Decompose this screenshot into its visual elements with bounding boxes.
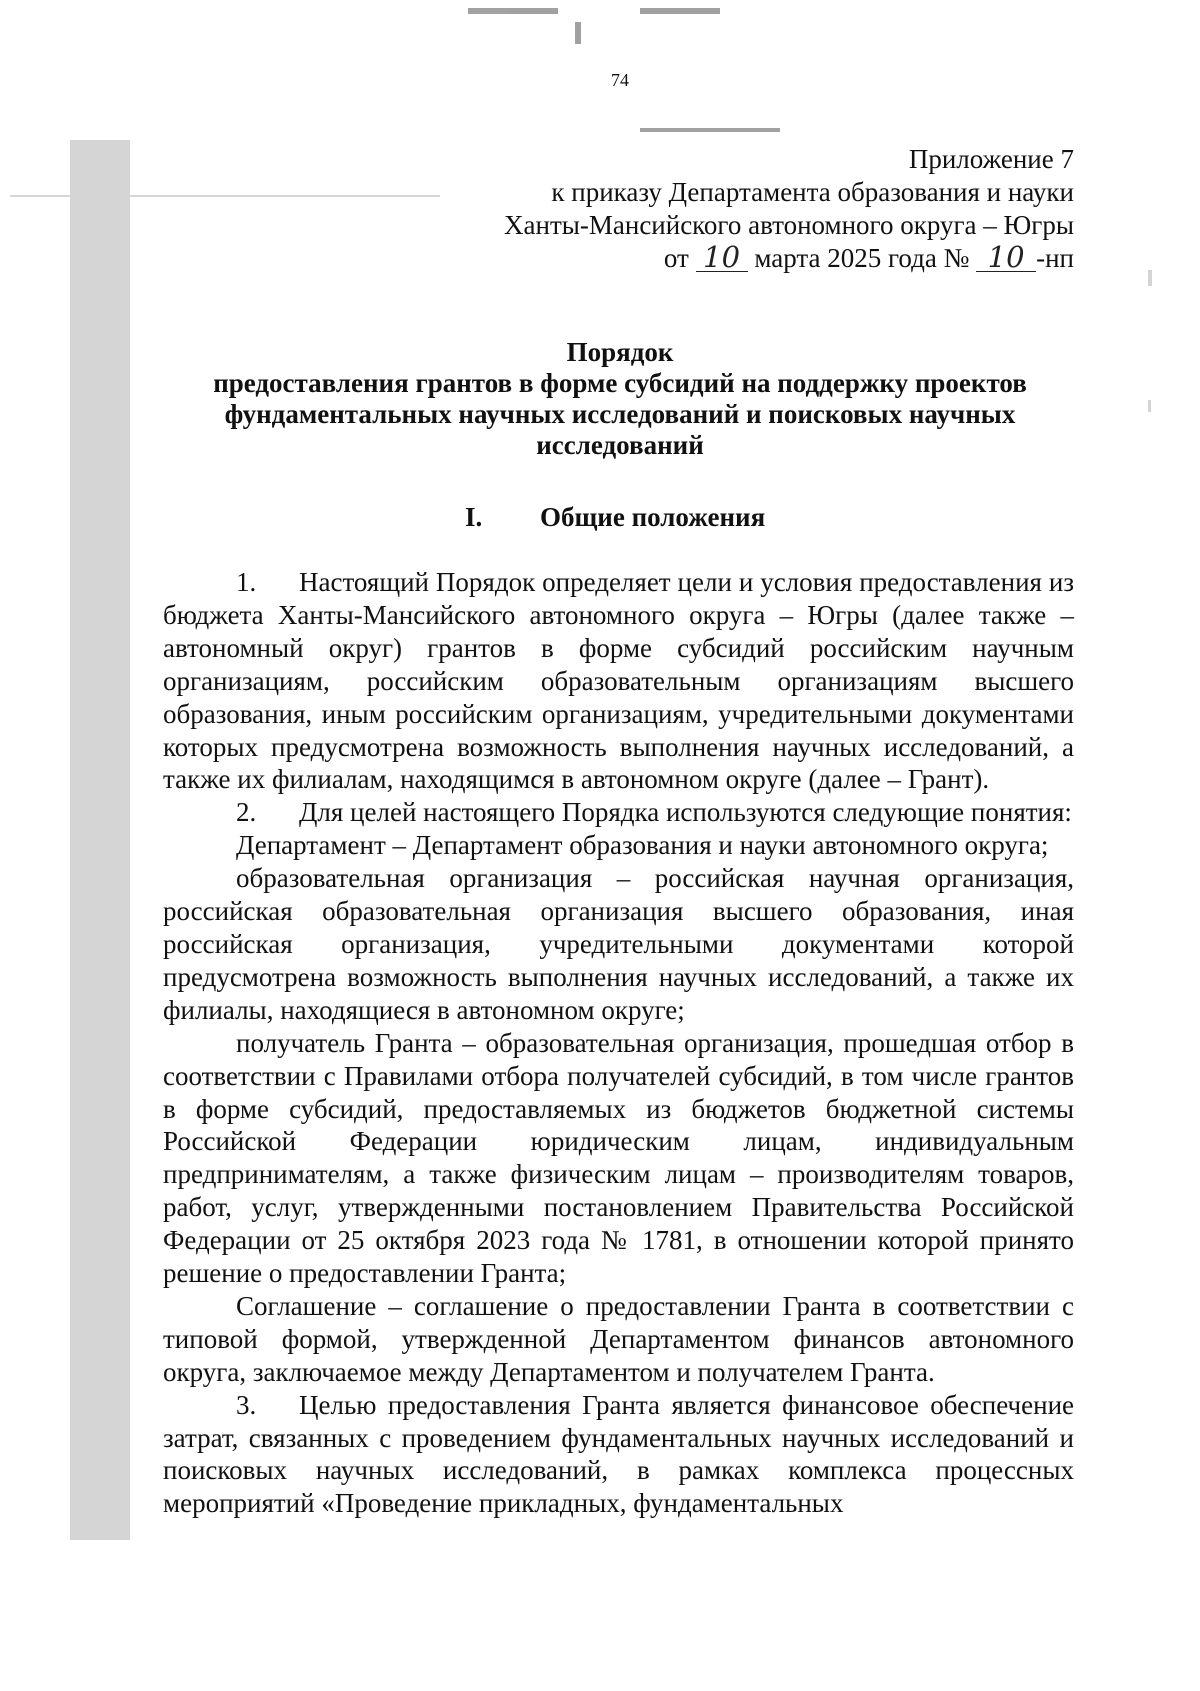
title-line-2: предоставления грантов в форме субсидий на поддержку проектов [213, 368, 1027, 398]
title-line-3: фундаментальных научных исследований и поисковых научных [224, 399, 1016, 429]
title-line-1: Порядок [566, 337, 674, 367]
title-line-4: исследований [536, 430, 704, 460]
appendix-header [504, 143, 1074, 275]
order-suffix: -нп [1036, 243, 1074, 273]
document-title [165, 337, 1075, 461]
appendix-region: Ханты-Мансийского автономного округа – Югры [504, 210, 1074, 240]
paragraph-text: Департамент – Департамент образования и науки автономного округа; [236, 830, 1049, 861]
paragraph-text: Целью предоставления Гранта является финансовое обеспечение затрат, связанных с проведением фундаментальных научных исследований и поисковых научных исследований, в рамках комплекса процессных мероприятий «Проведение прикладных, фундаментальных [163, 1389, 1074, 1519]
paragraph-number: 2. [236, 797, 257, 828]
paragraph-text: Для целей настоящего Порядка используются следующие понятия: [299, 797, 1072, 828]
paragraph-text: Настоящий Порядок определяет цели и условия предоставления из бюджета Ханты-Мансийского автономного округа – Югры (далее также – автономный округ) грантов в форме субсидий российским научным организациям, российским образовательным организациям высшего образования, иным российским организациям, учредительными документами которых предусмотрена возможность выполнения научных исследований, а также их филиалам, находящимся в автономном округе (далее – Грант). [163, 567, 1074, 795]
paragraph-text: Соглашение – соглашение о предоставлении Гранта в соответствии с типовой формой, утвержденной Департаментом финансов автономного округа, заключаемое между Департаментом и получателем Гранта. [163, 1290, 1074, 1387]
paragraph [163, 862, 1074, 1027]
date-middle: марта 2025 года № [754, 243, 970, 273]
handwritten-day: 10 [696, 243, 748, 272]
section-title: Общие положения [540, 502, 766, 532]
paragraph-number: 3. [236, 1389, 257, 1420]
body-text [163, 566, 1074, 1520]
paragraph [163, 829, 1074, 862]
paragraph [163, 566, 1074, 796]
paragraph-text: образовательная организация – российская научная организация, российская образовательная организация высшего образования, иная российская организация, учредительными документами которой предусмотрена возможность выполнения научных исследований, а также их филиалы, находящиеся в автономном округе; [163, 863, 1074, 1025]
appendix-title: Приложение 7 [908, 144, 1074, 174]
paragraph [163, 1027, 1074, 1290]
date-prefix: от [663, 243, 689, 273]
paragraph [163, 1389, 1074, 1521]
section-number: I. [465, 502, 483, 532]
paragraph [163, 1290, 1074, 1389]
paragraph [163, 796, 1074, 829]
handwritten-order-number: 10 [976, 243, 1036, 272]
appendix-date-line [504, 242, 1074, 275]
page-number: 74 [611, 70, 629, 90]
paragraph-number: 1. [236, 567, 257, 597]
paragraph-text: получатель Гранта – образовательная организация, прошедшая отбор в соответствии с Правилами отбора получателей субсидий, в том числе грантов в форме субсидий, предоставляемых из бюджетов бюджетной системы Российской Федерации юридическим лицам, индивидуальным предпринимателям, а также физическим лицам – производителям товаров, работ, услуг, утвержденными постановлением Правительства Российской Федерации от 25 октября 2023 года № 1781, в отношении которой принято решение о предоставлении Гранта; [163, 1027, 1074, 1289]
appendix-order-ref: к приказу Департамента образования и науки [551, 177, 1074, 207]
